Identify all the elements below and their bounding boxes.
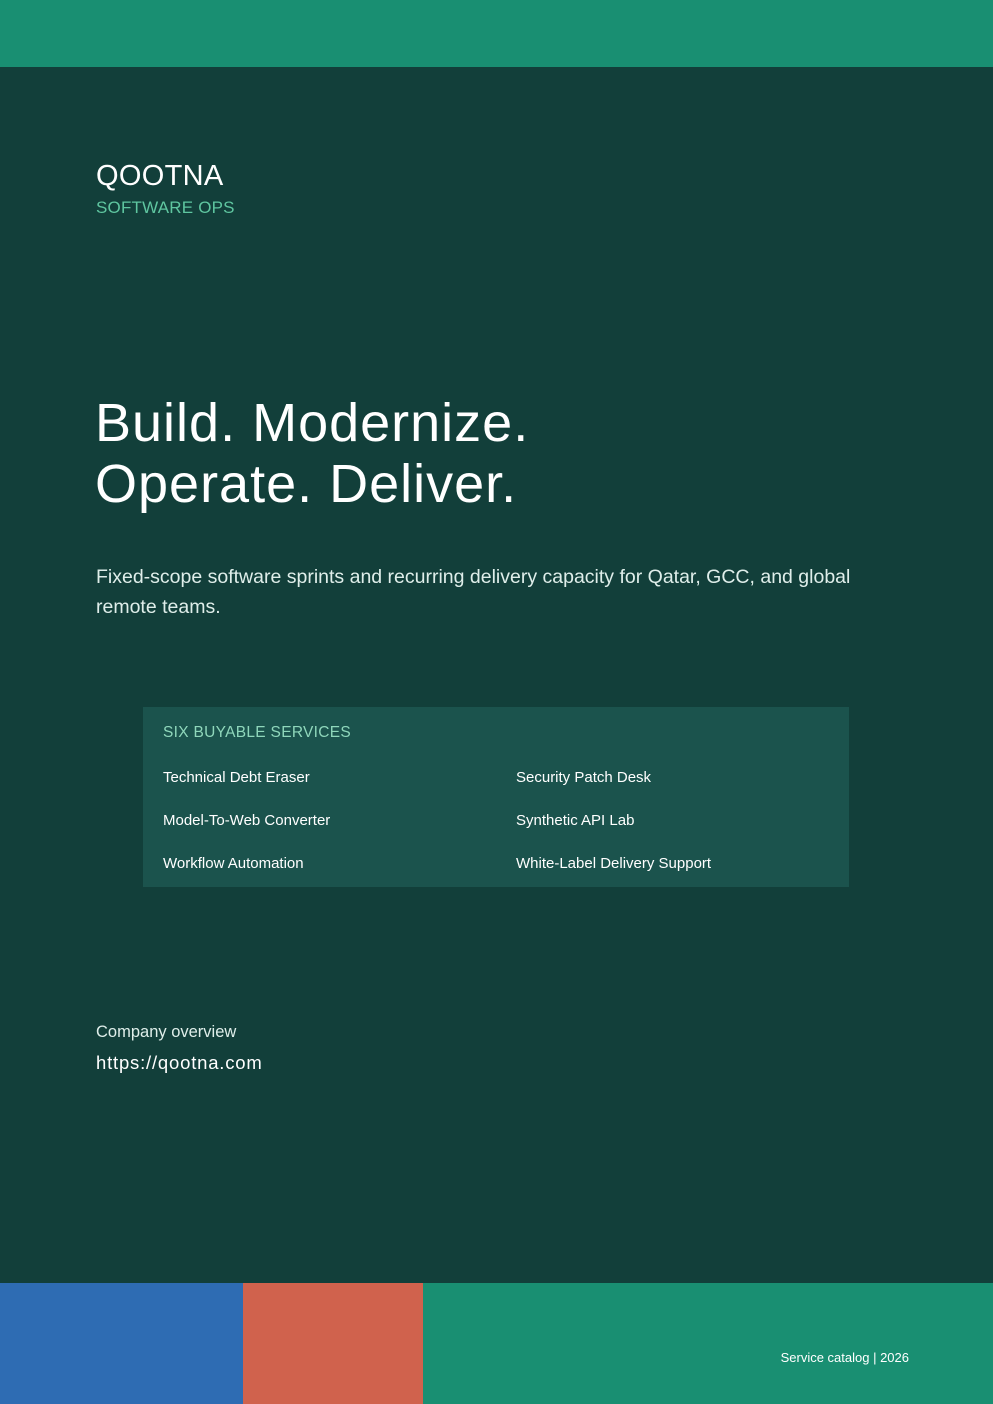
service-item: Technical Debt Eraser (163, 769, 310, 786)
service-item: Model-To-Web Converter (163, 812, 331, 829)
services-title: SIX BUYABLE SERVICES (163, 724, 352, 741)
top-accent-band (0, 0, 993, 67)
footer-band-blue (0, 1283, 243, 1404)
hero-lede: Fixed-scope software sprints and recurring delivery capacity for Qatar, GCC, and global remote teams. (96, 566, 851, 618)
services-panel (143, 707, 849, 887)
service-item: Workflow Automation (163, 855, 304, 872)
catalog-footer-note: Service catalog | 2026 (780, 1350, 909, 1365)
hero-headline (95, 393, 529, 515)
headline-line-1: Build. Modernize. (95, 393, 530, 453)
brand-name: QOOTNA (96, 160, 224, 192)
overview-label: Company overview (96, 1023, 237, 1041)
brand-tagline: SOFTWARE OPS (96, 198, 235, 217)
footer-band-green (423, 1283, 993, 1404)
company-url-link[interactable]: https://qootna.com (96, 1052, 263, 1073)
service-item: White-Label Delivery Support (516, 855, 712, 872)
service-item: Synthetic API Lab (516, 812, 635, 829)
footer-band-orange (243, 1283, 423, 1404)
headline-line-2: Operate. Deliver. (95, 454, 518, 514)
service-item: Security Patch Desk (516, 769, 652, 786)
